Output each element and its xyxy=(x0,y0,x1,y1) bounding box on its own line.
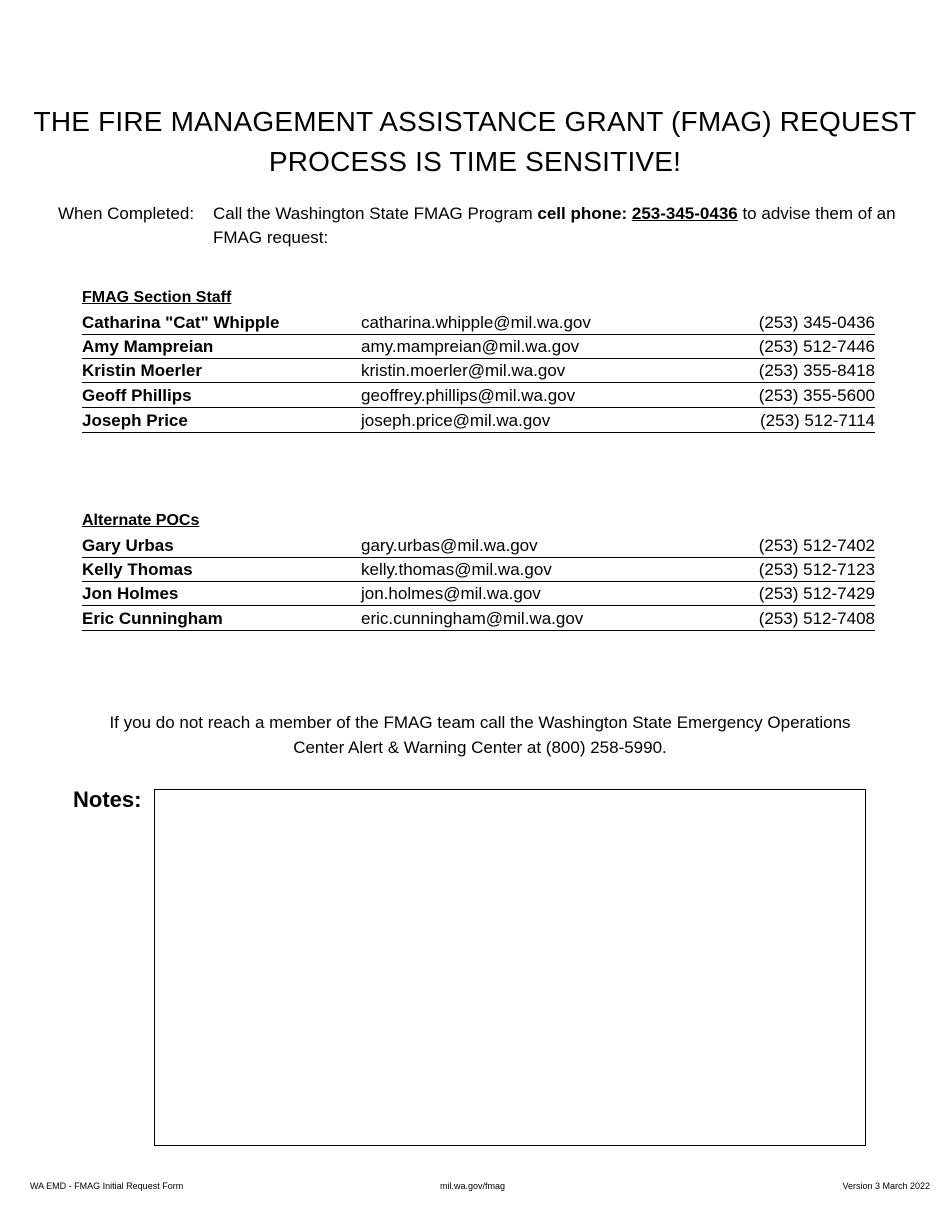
alternate-pocs-heading: Alternate POCs xyxy=(82,512,200,529)
instructions-text-before: Call the Washington State FMAG Program xyxy=(213,204,538,223)
contact-phone: (253) 512-7446 xyxy=(758,337,875,356)
page-title-line-2: PROCESS IS TIME SENSITIVE! xyxy=(268,146,682,177)
contact-email: geoffrey.phillips@mil.wa.gov xyxy=(361,386,576,405)
contact-name: Amy Mampreian xyxy=(82,337,214,356)
contact-email: kristin.moerler@mil.wa.gov xyxy=(361,361,566,380)
notes-box[interactable] xyxy=(154,789,866,1146)
alternate-row xyxy=(82,534,875,558)
footer-website: mil.wa.gov/fmag xyxy=(440,1181,506,1191)
alternate-row xyxy=(82,582,875,606)
alternate-row xyxy=(82,607,875,631)
contact-name: Geoff Phillips xyxy=(82,386,192,405)
instructions-text-after: to advise them of an FMAG request: xyxy=(213,204,896,247)
notes-label: Notes: xyxy=(73,787,142,812)
alternate-row xyxy=(82,558,875,582)
contact-name: Kelly Thomas xyxy=(82,560,193,579)
contact-email: jon.holmes@mil.wa.gov xyxy=(361,584,541,603)
fmag-staff-heading: FMAG Section Staff xyxy=(82,289,232,306)
contact-email: kelly.thomas@mil.wa.gov xyxy=(361,560,552,579)
contact-phone: (253) 355-5600 xyxy=(758,386,875,405)
contact-name: Gary Urbas xyxy=(82,536,174,555)
contact-email: eric.cunningham@mil.wa.gov xyxy=(361,609,584,628)
fallback-line-2: Center Alert & Warning Center at (800) 258-5990. xyxy=(293,738,667,757)
page-title-line-1: THE FIRE MANAGEMENT ASSISTANCE GRANT (FMAG) REQUEST xyxy=(33,106,917,137)
contact-name: Eric Cunningham xyxy=(82,609,223,628)
contact-email: amy.mampreian@mil.wa.gov xyxy=(361,337,580,356)
contact-email: gary.urbas@mil.wa.gov xyxy=(361,536,538,555)
contact-phone: (253) 512-7114 xyxy=(760,411,875,430)
instructions-text xyxy=(213,202,913,250)
contact-email: joseph.price@mil.wa.gov xyxy=(361,411,551,430)
staff-row xyxy=(82,409,875,433)
contact-email: catharina.whipple@mil.wa.gov xyxy=(361,313,591,332)
staff-row xyxy=(82,359,875,383)
contact-phone: (253) 512-7429 xyxy=(758,584,875,603)
contact-phone: (253) 512-7123 xyxy=(758,560,875,579)
page-title xyxy=(0,102,950,182)
staff-row xyxy=(82,384,875,408)
staff-row xyxy=(82,311,875,335)
program-cell-phone: 253-345-0436 xyxy=(631,204,738,223)
fallback-instructions xyxy=(60,710,900,760)
when-completed-label: When Completed: xyxy=(58,204,195,223)
footer-form-name: WA EMD - FMAG Initial Request Form xyxy=(30,1181,184,1191)
cell-phone-label: cell phone: xyxy=(537,204,628,223)
fallback-line-1: If you do not reach a member of the FMAG team call the Washington State Emergency Operations xyxy=(109,713,851,732)
contact-phone: (253) 512-7402 xyxy=(758,536,875,555)
contact-name: Kristin Moerler xyxy=(82,361,202,380)
contact-phone: (253) 345-0436 xyxy=(758,313,875,332)
staff-row xyxy=(82,335,875,359)
contact-name: Jon Holmes xyxy=(82,584,179,603)
contact-name: Joseph Price xyxy=(82,411,188,430)
contact-name: Catharina "Cat" Whipple xyxy=(82,313,280,332)
footer-version: Version 3 March 2022 xyxy=(842,1181,930,1191)
contact-phone: (253) 355-8418 xyxy=(758,361,875,380)
contact-phone: (253) 512-7408 xyxy=(758,609,875,628)
